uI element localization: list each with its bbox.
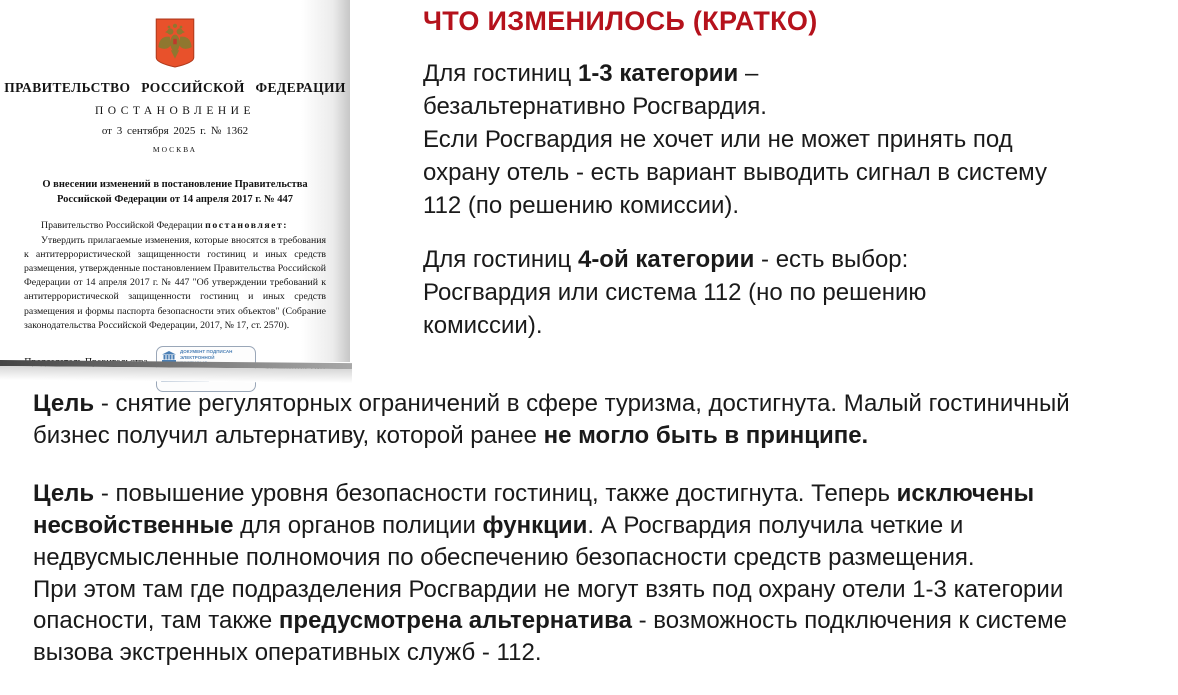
summary-paragraph-2: Для гостиниц 4-ой категории - есть выбор: Росгвардия или система 112 (но по решению комиссии).: [423, 245, 927, 339]
summary-paragraph-1: Для гостиниц 1-3 категории – безальтернативно Росгвардия. Если Росгвардия не хочет или не может принять под охрану отель - есть вариант выводить сигнал в систему 112 (по решению комиссии).: [423, 60, 1047, 220]
summary-heading: ЧТО ИЗМЕНИЛОСЬ (КРАТКО): [423, 6, 818, 36]
document-city: МОСКВА: [152, 145, 198, 154]
document-resolves-text: постановляет:: [205, 220, 289, 232]
document-date-line: от 3 сентября 2025 г. № 1362: [101, 125, 249, 137]
document-type: ПОСТАНОВЛЕНИЕ: [95, 105, 255, 117]
document-body-intro-text: Правительство Российской Федерации: [41, 220, 206, 232]
document-title: О внесении изменений в постановление Правительства Российской Федерации от 14 апреля 2017 г. № 447: [42, 179, 308, 205]
summary-column: [423, 6, 1135, 362]
stamp-title: ДОКУМЕНТ ПОДПИСАН ЭЛЕКТРОННОЙ: [180, 350, 233, 361]
document-body: [24, 219, 326, 333]
document-org-name: ПРАВИТЕЛЬСТВО РОССИЙСКОЙ ФЕДЕРАЦИИ: [4, 80, 346, 95]
russia-coat-of-arms-icon: [154, 18, 196, 68]
document-body-text: Утвердить прилагаемые изменения, которые вносятся в требования к антитеррористической защищенности гостиниц и иных средств размещения, утвержденные постановлением Правительства Российской Федерации от 14 апреля 2017 г. № 447 "Об утверждении требований к антитеррористической защищенности гостиниц и иных средств размещения и формы паспорта безопасности этих объектов" (Собрание законодательства Российской Федерации, 2017, № 17, ст. 2570).: [24, 234, 326, 331]
goals-section: [33, 388, 1155, 695]
decree-document: [0, 0, 350, 362]
goal-paragraph-2: Цель - повышение уровня безопасности гостиниц, также достигнута. Теперь исключены несвойственные для органов полиции функции. А Росгвардия получила четкие и недвусмысленные полномочия по обеспечению безопасности средств размещения. При этом там где подразделения Росгвардии не могут взять под охрану отели 1-3 категории опасности, там также предусмотрена альтернатива - возможность подключения к системе вызова экстренных оперативных служб - 112.: [33, 479, 1067, 667]
document-body-intro: [24, 219, 326, 233]
goal-paragraph-1: Цель - снятие регуляторных ограничений в сфере туризма, достигнута. Малый гостиничный бизнес получил альтернативу, которой ранее не могло быть в принципе.: [33, 390, 1070, 449]
